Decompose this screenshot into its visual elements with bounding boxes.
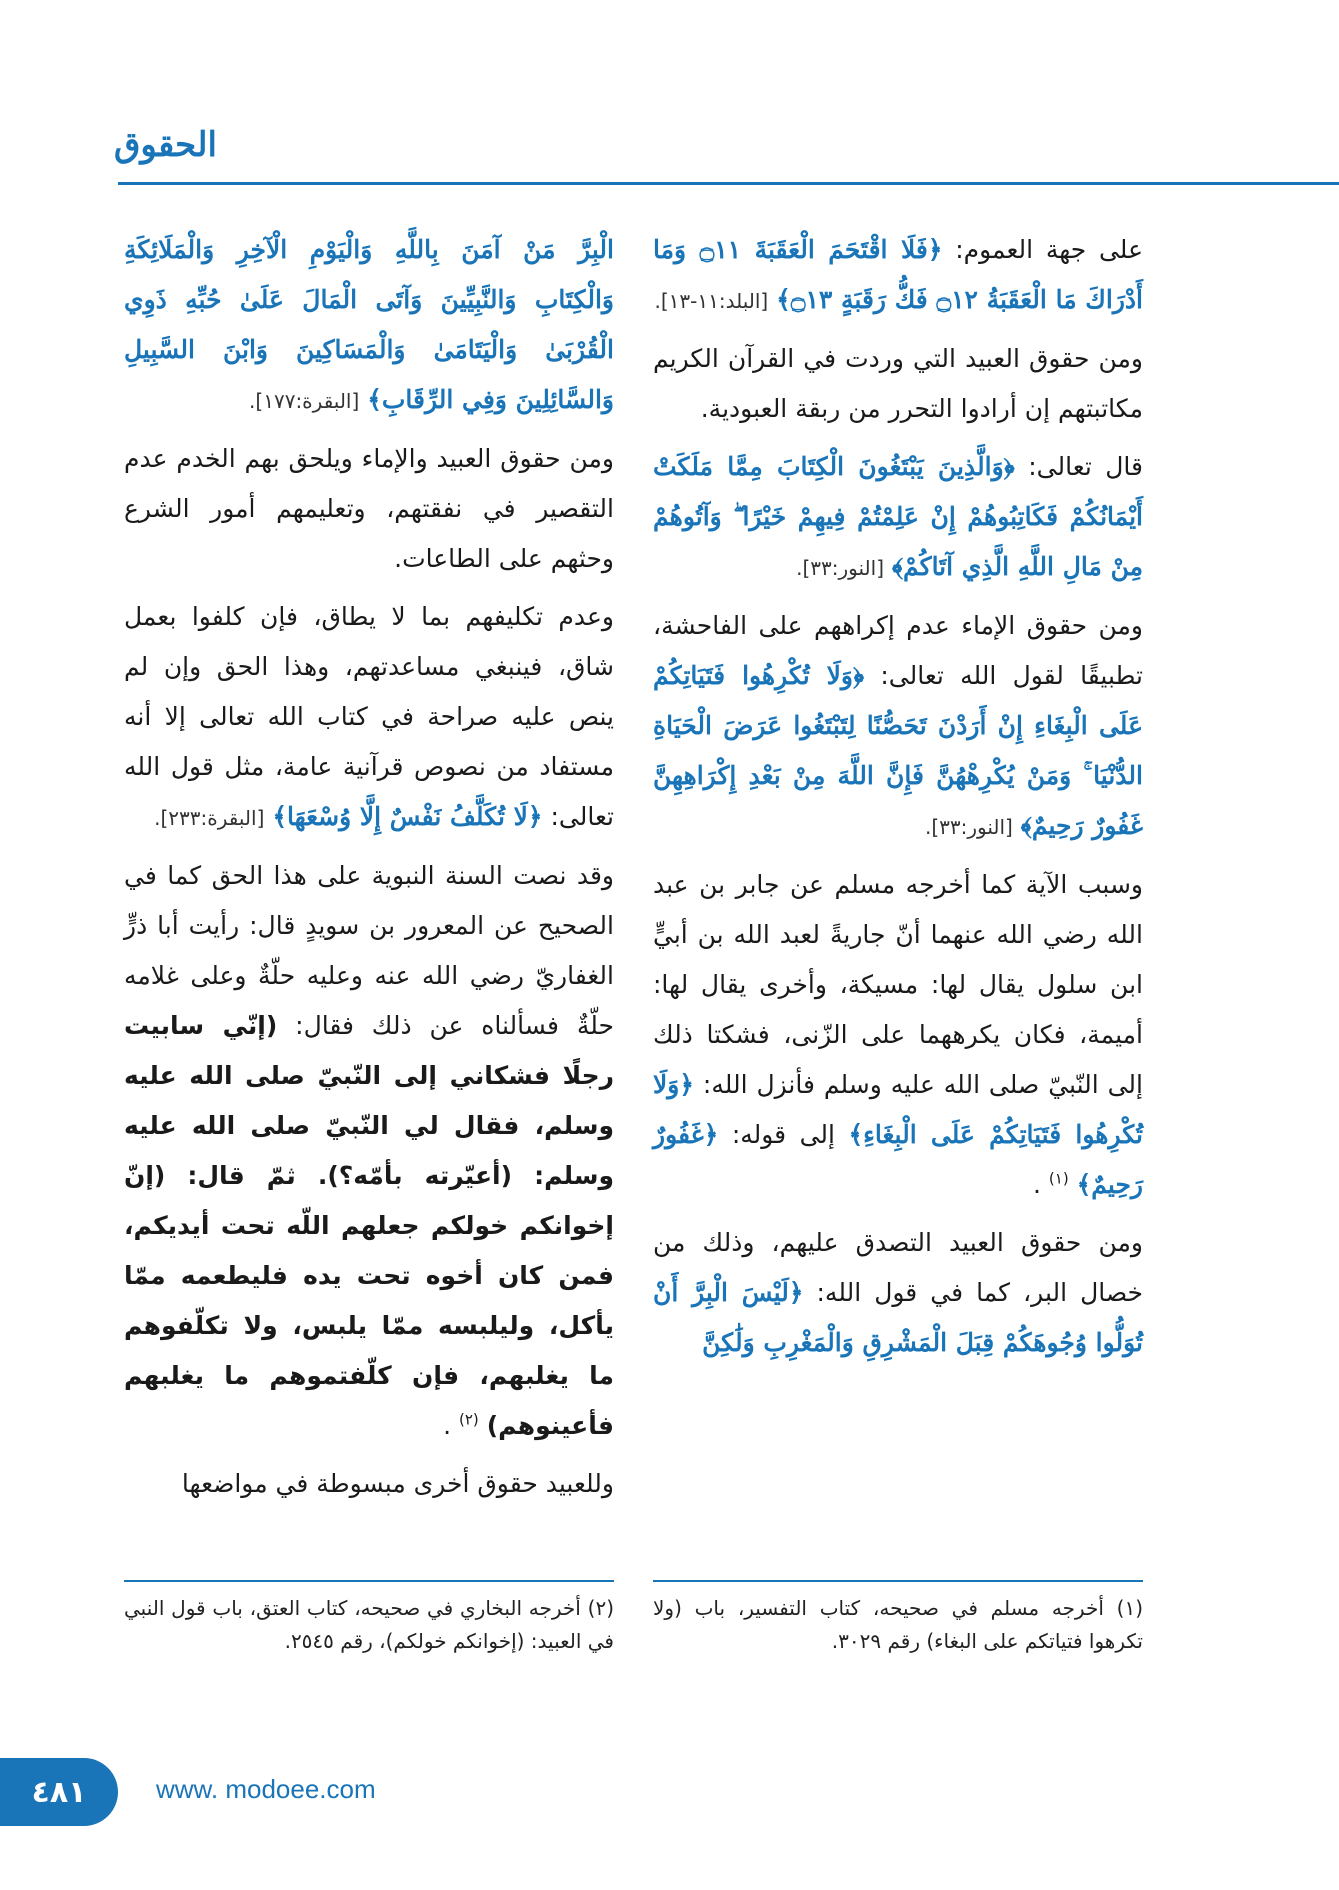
quran-verse: ﴿وَلَا تُكْرِهُوا فَتَيَاتِكُمْ عَلَى الْبِغَاءِ إِنْ أَرَدْنَ تَحَصُّنًا لِتَبْتَغُوا عَرَضَ الْحَيَاةِ الدُّنْيَا ۚ وَمَنْ يُكْرِهْهُنَّ فَإِنَّ اللَّهَ مِنْ بَعْدِ إِكْرَاهِهِنَّ غَفُورٌ رَحِيمٌ﴾ xyxy=(653,661,1143,840)
verse-reference: [النور:٣٣]. xyxy=(924,815,1013,839)
text: على جهة العموم: xyxy=(942,235,1143,264)
left-column xyxy=(124,225,614,1517)
paragraph: وللعبيد حقوق أخرى مبسوطة في مواضعها xyxy=(181,1469,614,1498)
header-divider xyxy=(118,182,1339,185)
paragraph xyxy=(653,442,1143,593)
quran-verse: ﴿لَيْسَ الْبِرَّ أَنْ تُوَلُّوا وُجُوهَكُمْ قِبَلَ الْمَشْرِقِ وَالْمَغْرِبِ وَلَٰكِنَّ xyxy=(653,1278,1143,1357)
verse-reference: [البلد:١١-١٣]. xyxy=(654,289,769,313)
quran-verse: ﴿غَفُورٌ رَحِيمٌ﴾ xyxy=(653,1120,1143,1199)
paragraph xyxy=(653,601,1143,852)
paragraph: ومن حقوق العبيد والإماء ويلحق بهم الخدم عدم التقصير في نفقتهم، وتعليمهم أمور الشرع وحثهم على الطاعات. xyxy=(124,444,614,573)
footnote-2: (٢) أخرجه البخاري في صحيحه، كتاب العتق، باب قول النبي في العبيد: (إخوانكم خولكم)، رقم ٢٥٤٥. xyxy=(124,1596,614,1653)
paragraph xyxy=(653,1218,1143,1368)
text: ومن حقوق الإماء عدم إكراههم على الفاحشة، تطبيقًا لقول الله تعالى: xyxy=(653,611,1143,690)
hadith-text: (إنّي سابيت رجلًا فشكاني إلى النّبيّ صلى الله عليه وسلم، فقال لي النّبيّ صلى الله عليه وسلم: (أعيّرته بأمّه؟). ثمّ قال: (إنّ إخوانكم خولكم جعلهم اللّه تحت أيديكم، فمن كان أخوه تحت يده فليطعمه ممّا يأكل، وليلبسه ممّا يلبس، ولا تكلّفوهم ما يغلبهم، فإن كلّفتموهم ما يغلبهم فأعينوهم) xyxy=(124,1011,614,1440)
footnote-marker[interactable]: (٢) xyxy=(458,1410,479,1429)
text: وقد نصت السنة النبوية على هذا الحق كما في الصحيح عن المعرور بن سويدٍ قال: رأيت أبا ذرٍّ الغفاريّ رضي الله عنه وعليه حلّةٌ وعلى غلامه حلّةٌ فسألناه عن ذلك فقال: xyxy=(124,861,614,1040)
footnote-divider xyxy=(653,1580,1143,1582)
paragraph: ومن حقوق العبيد التي وردت في القرآن الكريم مكاتبتهم إن أرادوا التحرر من ربقة العبودية. xyxy=(653,344,1143,423)
verse-reference: [النور:٣٣]. xyxy=(796,556,884,580)
paragraph xyxy=(124,851,614,1451)
text: إلى قوله: xyxy=(718,1120,835,1149)
paragraph xyxy=(653,860,1143,1210)
footnote-divider xyxy=(124,1580,614,1582)
paragraph xyxy=(124,592,614,843)
running-header-title: الحقوق xyxy=(114,125,217,165)
text: قال تعالى: xyxy=(1014,452,1143,481)
text: وعدم تكليفهم بما لا يطاق، فإن كلفوا بعمل شاق، فينبغي مساعدتهم، وهذا الحق وإن لم ينص عليه صراحة في كتاب الله تعالى إلا أنه مستفاد من نصوص قرآنية عامة، مثل قول الله تعالى: xyxy=(124,602,614,831)
text: وسبب الآية كما أخرجه مسلم عن جابر بن عبد الله رضي الله عنهما أنّ جاريةً لعبد الله بن أبيٍّ ابن سلول يقال لها: مسيكة، وأخرى يقال لها: أميمة، فكان يكرههما على الزّنى، فشكتا ذلك إلى النّبيّ صلى الله عليه وسلم فأنزل الله: xyxy=(653,870,1143,1099)
quran-verse: الْبِرَّ مَنْ آمَنَ بِاللَّهِ وَالْيَوْمِ الْآخِرِ وَالْمَلَائِكَةِ وَالْكِتَابِ وَالنَّبِيِّينَ وَآتَى الْمَالَ عَلَىٰ حُبِّهِ ذَوِي الْقُرْبَىٰ وَالْيَتَامَىٰ وَالْمَسَاكِينَ وَابْنَ السَّبِيلِ وَالسَّائِلِينَ وَفِي الرِّقَابِ﴾ xyxy=(124,235,614,414)
footnote-1: (١) أخرجه مسلم في صحيحه، كتاب التفسير، باب (ولا تكرهوا فتياتكم على البغاء) رقم ٣٠٢٩. xyxy=(653,1596,1143,1653)
verse-reference: [البقرة:٢٣٣]. xyxy=(154,806,265,830)
quran-verse: ﴿وَالَّذِينَ يَبْتَغُونَ الْكِتَابَ مِمَّا مَلَكَتْ أَيْمَانُكُمْ فَكَاتِبُوهُمْ إِنْ عَلِمْتُمْ فِيهِمْ خَيْرًا ۖ وَآتُوهُمْ مِنْ مَالِ اللَّهِ الَّذِي آتَاكُمْ﴾ xyxy=(653,452,1143,581)
quran-verse: ﴿لَا تُكَلَّفُ نَفْسٌ إِلَّا وُسْعَهَا﴾ xyxy=(272,802,543,831)
paragraph xyxy=(653,225,1143,326)
text: . xyxy=(443,1411,452,1440)
quran-verse: ﴿فَلَا اقْتَحَمَ الْعَقَبَةَ ۝١١ وَمَا أَدْرَاكَ مَا الْعَقَبَةُ ۝١٢ فَكُّ رَقَبَةٍ ۝١٣﴾ xyxy=(653,235,1143,314)
text: . xyxy=(1033,1170,1041,1199)
paragraph xyxy=(124,225,614,426)
quran-verse: ﴿وَلَا تُكْرِهُوا فَتَيَاتِكُمْ عَلَى الْبِغَاءِ﴾ xyxy=(653,1070,1143,1149)
page-number: ٤٨١ xyxy=(0,1758,118,1826)
website-link[interactable]: www. modoee.com xyxy=(156,1774,376,1804)
verse-reference: [البقرة:١٧٧]. xyxy=(249,389,360,413)
text: ومن حقوق العبيد التصدق عليهم، وذلك من خصال البر، كما في قول الله: xyxy=(653,1228,1143,1307)
right-column xyxy=(653,225,1143,1376)
footnote-marker[interactable]: (١) xyxy=(1048,1169,1069,1188)
